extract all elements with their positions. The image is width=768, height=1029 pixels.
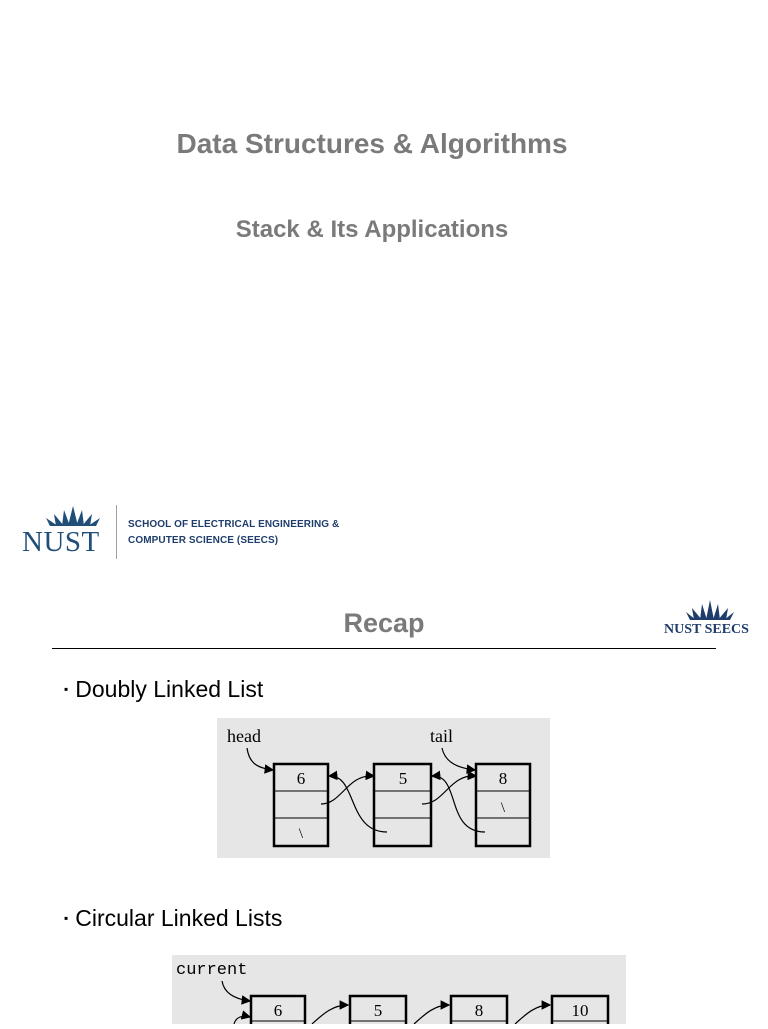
slide-title: Recap	[343, 608, 425, 638]
logo-divider	[116, 505, 117, 559]
node-value: 6	[296, 769, 306, 788]
node-value: 5	[398, 769, 408, 788]
deck-title: Data Structures & Algorithms	[176, 128, 568, 159]
prev-link-arrow	[329, 776, 387, 832]
circular-node	[350, 996, 406, 1024]
next-link-arrow	[515, 1005, 550, 1024]
head-pointer-arrow	[247, 748, 273, 770]
head-label: head	[227, 726, 261, 746]
node-value: 5	[373, 1001, 383, 1020]
bullet-text: Doubly Linked List	[75, 676, 264, 702]
bullet-circular-linked-lists	[64, 905, 282, 932]
null-next-mark: \	[500, 800, 506, 816]
bullet-doubly-linked-list	[64, 676, 263, 703]
nust-wordmark: NUST	[22, 526, 100, 558]
nust-emblem-icon	[28, 502, 118, 528]
tail-pointer-arrow	[442, 748, 475, 770]
bullet-mark: ▪	[64, 911, 69, 925]
node-value: 6	[273, 1001, 283, 1020]
circular-node	[552, 996, 608, 1024]
deck-subtitle: Stack & Its Applications	[235, 216, 509, 243]
tail-label: tail	[430, 726, 453, 746]
circular-node	[451, 996, 507, 1024]
circular-node	[251, 996, 305, 1024]
school-name-line-1: SCHOOL OF ELECTRICAL ENGINEERING &	[128, 519, 340, 530]
nust-seecs-wordmark: NUST SEECS	[664, 622, 749, 637]
null-prev-mark: \	[298, 826, 304, 842]
next-link-arrow	[414, 1005, 449, 1024]
node-value: 8	[498, 769, 508, 788]
school-name-line-2: COMPUTER SCIENCE (SEECS)	[128, 535, 279, 546]
doubly-node	[374, 764, 431, 846]
title-underline	[52, 648, 716, 649]
current-label: current	[176, 961, 248, 980]
current-pointer-arrow	[222, 981, 250, 1001]
node-value: 10	[571, 1001, 589, 1020]
next-link-arrow	[312, 1005, 348, 1024]
node-value: 8	[474, 1001, 484, 1020]
nust-emblem-small-icon	[664, 598, 754, 622]
doubly-node	[476, 764, 530, 846]
doubly-node	[274, 764, 328, 846]
bullet-mark: ▪	[64, 682, 69, 696]
doubly-linked-list-figure	[217, 718, 550, 858]
wraparound-link-arrow	[234, 1016, 250, 1024]
bullet-text: Circular Linked Lists	[75, 905, 283, 931]
circular-linked-list-figure	[172, 955, 626, 1024]
